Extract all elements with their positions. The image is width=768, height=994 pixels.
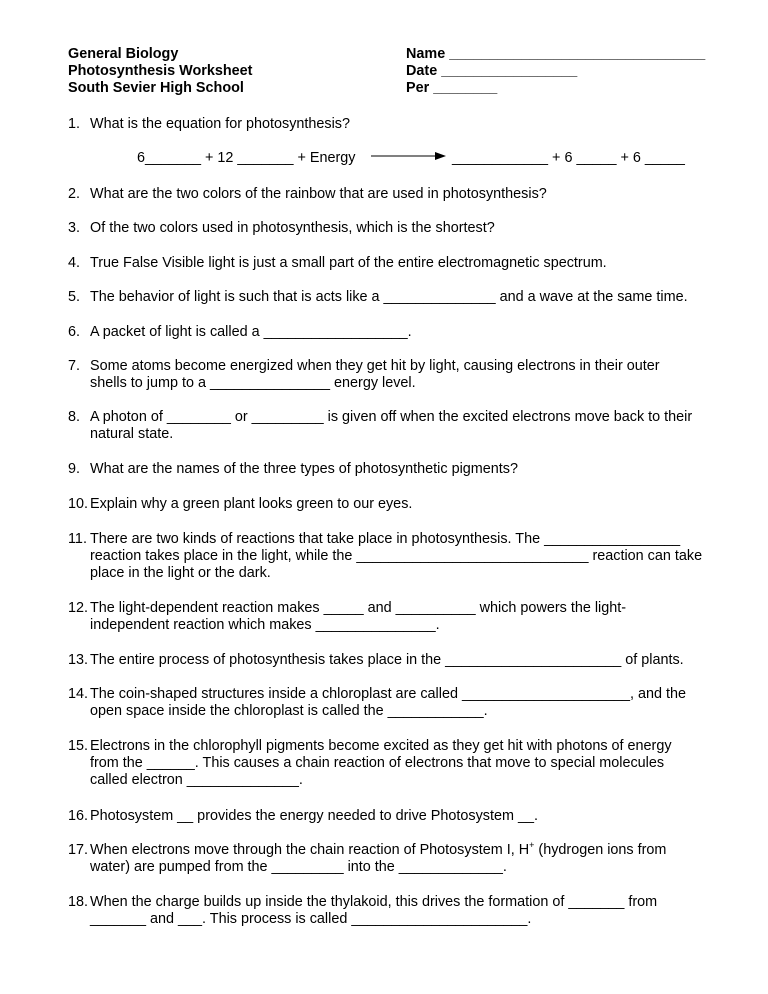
question-item [68, 894, 738, 928]
question-text-line: from the ______. This causes a chain reaction of electrons that move to special molecules [90, 755, 665, 771]
question-number: 8. [68, 409, 81, 425]
question-number: 4. [68, 255, 81, 271]
question-item [68, 652, 738, 669]
question-number: 11. [68, 531, 87, 547]
question-number: 18. [68, 894, 89, 910]
question-text-line: _______ and ___. This process is called ______________________. [90, 911, 532, 927]
question-number: 1. [68, 116, 81, 132]
question-item [68, 842, 738, 876]
course-name: General Biology [68, 46, 179, 62]
question-item [68, 186, 738, 203]
question-item [68, 686, 738, 720]
header-student-info [406, 46, 705, 97]
equation-products: ____________ + 6 _____ + 6 _____ [452, 150, 685, 166]
question-item [68, 461, 738, 478]
question-item [68, 358, 738, 392]
header-course-info [68, 46, 252, 97]
question-item [68, 324, 738, 341]
question-number: 16. [68, 808, 89, 824]
school-name: South Sevier High School [68, 80, 244, 96]
question-text-line: The entire process of photosynthesis takes place in the ______________________ of plants. [90, 652, 684, 668]
question-text-line: Photosystem __ provides the energy needed to drive Photosystem __. [90, 808, 538, 824]
question-text-line: A packet of light is called a __________________. [90, 324, 412, 340]
question-text-line: Electrons in the chlorophyll pigments become excited as they get hit with photons of energy [90, 738, 672, 754]
question-number: 2. [68, 186, 81, 202]
question-item [68, 600, 738, 634]
question-text-line: Explain why a green plant looks green to our eyes. [90, 496, 413, 512]
question-number: 5. [68, 289, 81, 305]
question-text-line: Of the two colors used in photosynthesis, which is the shortest? [90, 220, 495, 236]
question-number: 3. [68, 220, 81, 236]
question-number: 10. [68, 496, 89, 512]
date-field: Date _________________ [406, 63, 578, 79]
question-item [68, 220, 738, 237]
question-text-line: open space inside the chloroplast is called the ____________. [90, 703, 488, 719]
question-text-line: shells to jump to a _______________ energy level. [90, 375, 416, 391]
name-field: Name ________________________________ [406, 46, 706, 62]
question-text-line: place in the light or the dark. [90, 565, 271, 581]
question-text-line: The coin-shaped structures inside a chloroplast are called _____________________, and the [90, 686, 687, 702]
question-item [68, 116, 738, 133]
question-text-line: water) are pumped from the _________ into the _____________. [90, 859, 507, 875]
question-item [68, 496, 738, 513]
question-text-line: When electrons move through the chain reaction of Photosystem I, H+ (hydrogen ions from [90, 840, 667, 858]
period-field: Per ________ [406, 80, 498, 96]
question-text-line: When the charge builds up inside the thylakoid, this drives the formation of _______ from [90, 894, 658, 910]
question-text-line: natural state. [90, 426, 174, 442]
question-text-line: reaction takes place in the light, while the _____________________________ reaction can take [90, 548, 703, 564]
question-item [68, 531, 738, 582]
question-text-line: independent reaction which makes _______________. [90, 617, 440, 633]
question-number: 15. [68, 738, 89, 754]
question-number: 14. [68, 686, 89, 702]
question-text-line: A photon of ________ or _________ is given off when the excited electrons move back to their [90, 409, 693, 425]
question-item [68, 255, 738, 272]
question-number: 12. [68, 600, 89, 616]
question-text-line: Some atoms become energized when they get hit by light, causing electrons in their outer [90, 358, 660, 374]
question-text-line: True False Visible light is just a small part of the entire electromagnetic spectrum. [90, 255, 607, 271]
reaction-arrow-icon [371, 149, 447, 166]
question-item [68, 409, 738, 443]
question-number: 13. [68, 652, 89, 668]
question-text-line: The light-dependent reaction makes _____ and __________ which powers the light- [90, 600, 627, 616]
superscript-charge: + [529, 840, 535, 851]
equation-reactants: 6_______ + 12 _______ + Energy [137, 150, 356, 166]
question-number: 17. [68, 842, 89, 858]
question-text-line: What are the names of the three types of photosynthetic pigments? [90, 461, 518, 477]
worksheet-title: Photosynthesis Worksheet [68, 63, 253, 79]
question-text-line: What is the equation for photosynthesis? [90, 116, 350, 132]
question-number: 7. [68, 358, 81, 374]
question-item [68, 289, 738, 306]
question-text-line: What are the two colors of the rainbow that are used in photosynthesis? [90, 186, 547, 202]
question-item [68, 738, 738, 789]
question-number: 6. [68, 324, 81, 340]
question-number: 9. [68, 461, 81, 477]
question-text-line: The behavior of light is such that is acts like a ______________ and a wave at the same time. [90, 289, 688, 305]
question-text-line: called electron ______________. [90, 772, 303, 788]
question-item [68, 808, 738, 825]
question-text-line: There are two kinds of reactions that take place in photosynthesis. The _________________ [90, 531, 681, 547]
